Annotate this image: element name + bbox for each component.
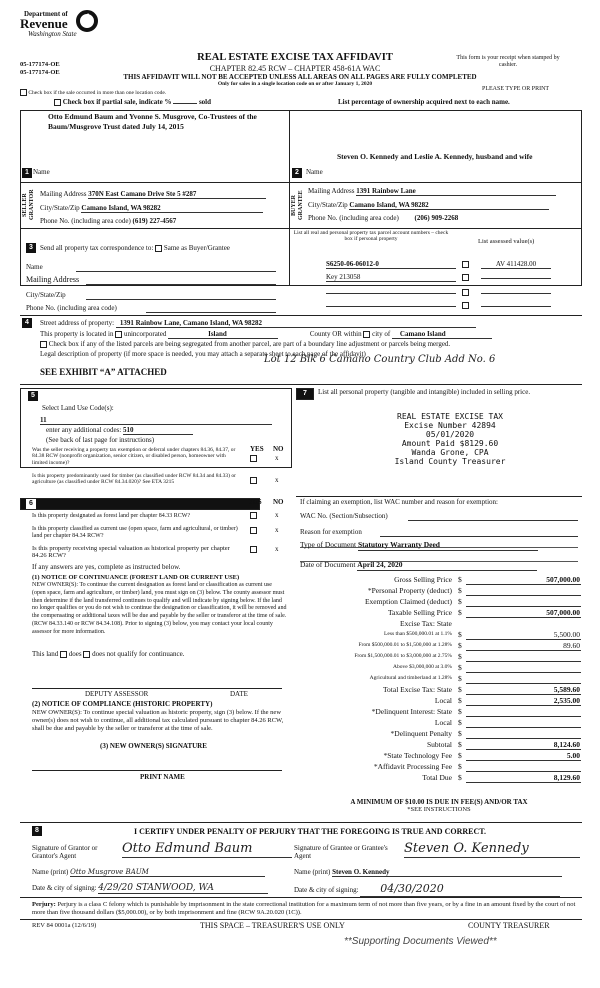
- section-4-badge: 4: [22, 318, 32, 328]
- section-5-badge: 5: [28, 391, 38, 401]
- assessor-date-label: DATE: [230, 690, 248, 698]
- grantee-sig-label: Signature of Grantee or Grantee's Agent: [294, 844, 388, 861]
- perjury-note: Perjury: Perjury is a class C felony which is punishable by imprisonment in the state correctional institution for a maximum term of not more than five years, or by a fine in an amount fixed by the court of not more than five thousand dollars ($5,000.00), or by both imprisonment and fine (RCW 9A.20.020 (1C)).: [32, 901, 576, 916]
- grantee-print-name: Steven O. Kennedy: [332, 868, 562, 877]
- agency-line3: Washington State: [28, 30, 77, 39]
- form-id-2: 05-177174-OE: [20, 69, 60, 76]
- total-excise-local: 2,535.00: [553, 696, 580, 705]
- grantor-print-row: Name (print) Otto Musgrove BAUM: [32, 868, 265, 877]
- parcel-row-2: [326, 273, 586, 282]
- buyer-city: Camano Island, WA 98282: [349, 201, 549, 210]
- multi-location-checkbox[interactable]: [20, 89, 27, 96]
- form-id-1: 05-177174-OE: [20, 61, 60, 68]
- grantor-print-name: Otto Musgrove BAUM: [70, 868, 265, 877]
- doc-date-row: Date of Document April 24, 2020: [300, 561, 537, 571]
- dor-swoosh-icon: [76, 10, 98, 32]
- section-6-badge: 6: [26, 499, 36, 509]
- seller-mailing: 370N East Camano Drive Ste 5 #287: [88, 190, 266, 199]
- s5-q2: Is this property predominantly used for timber (as classified under RCW 84.34 and 84.33) or agriculture (as classified under RCW 84.34.020)? See ETA 3215: [32, 473, 236, 486]
- supporting-docs: **Supporting Documents Viewed**: [344, 936, 497, 947]
- doc-date: April 24, 2020: [357, 561, 537, 571]
- treasurer-stamp: [350, 412, 550, 466]
- agency-line2: Revenue: [20, 16, 68, 32]
- seller-phone: (619) 227-4567: [132, 217, 177, 225]
- parcel-2: Key 213058: [326, 273, 456, 282]
- buyer-name: Steven O. Kennedy and Leslie A. Kennedy, husband and wife: [337, 152, 533, 161]
- segregated-row: Check box if any of the listed parcels are being segregated from another parcel, are part of a boundary line adjustment or parcels being merged.: [40, 340, 580, 348]
- legal-label: Legal description of property (if more space is needed, you may attach a separate sheet to each page of the affidavit): [40, 350, 366, 358]
- stamp-line2: Excise Number 42894: [404, 421, 496, 430]
- grantee-signature: Steven O. Kennedy: [404, 842, 580, 858]
- receipt-note: This form is your receipt when stamped by cashier.: [456, 55, 560, 68]
- located-row: This property is located in unincorporated Island County OR within city of Camano Island: [40, 330, 580, 339]
- check-multi-row: Check box if the sale occurred in more than one location code.: [20, 89, 166, 96]
- doc-type-row: Type of Document Statutory Warranty Deed: [300, 541, 538, 551]
- does-checkbox[interactable]: [60, 651, 67, 658]
- s6-q3-yes-checkbox[interactable]: [250, 546, 257, 553]
- assessed-1: AV 411428.00: [481, 260, 551, 269]
- grantor-sig-label: Signature of Grantor or Grantor's Agent: [32, 844, 98, 861]
- city-name: Camano Island: [392, 330, 492, 339]
- agency-line1: Department of: [24, 10, 68, 18]
- buyer-city-row: City/State/Zip Camano Island, WA 98282: [308, 201, 578, 210]
- s3-name-row: Name: [26, 263, 286, 271]
- gross-selling-price: 507,000.00: [546, 575, 580, 584]
- grantor-date-row: Date & city of signing: 4/29/20 STANWOOD, WA: [32, 883, 268, 894]
- wac-row: WAC No. (Section/Subsection): [300, 512, 580, 520]
- grantee-date-city: 04/30/2020: [360, 883, 560, 897]
- s6-no-header: NO: [273, 498, 284, 506]
- section-3-badge: 3: [26, 243, 36, 253]
- personal-prop-checkbox-4[interactable]: [462, 302, 469, 309]
- tech-fee: 5.00: [566, 751, 580, 760]
- seller-city: Camano Island, WA 98282: [81, 204, 263, 213]
- land-use-code: 11: [40, 416, 272, 425]
- notice1-title: (1) NOTICE OF CONTINUANCE (FOREST LAND OR CURRENT USE): [32, 574, 240, 581]
- notice1-text: NEW OWNER(S): To continue the current designation as forest land or classification as current use (open space, farm and agriculture, or timber) land, you must sign on (3) below. The county assessor must then determine if the land transferred continues to qualify and will indicate by signing below. If the land no longer qualifies or you do not wish to continue the designation or classification, it will be removed and the compensating or additional taxes will be due and payable by the seller or transferor at the time of sale. (RCW 84.33.140 or RCW 84.34.108). Prior to signing (3) below, you may contact your local county assessor for more information.: [32, 582, 287, 635]
- s6-yes-header: YES: [248, 498, 262, 506]
- seller-mailing-row: Mailing Address 370N East Camano Drive Ste 5 #287: [40, 190, 285, 199]
- grantor-signature: Otto Edmund Baum: [122, 842, 292, 858]
- seller-phone-row: Phone No. (including area code) (619) 227-4567: [40, 217, 177, 225]
- s5-q2-no-mark: x: [275, 476, 279, 484]
- s6-q1-no-mark: x: [275, 511, 279, 519]
- parcel-header: List all real and personal property tax parcel account numbers – check box if personal property: [293, 230, 449, 243]
- additional-codes-row: enter any additional codes: 510: [46, 426, 193, 435]
- parcel-row-4: [326, 299, 586, 309]
- form-chapter: CHAPTER 82.45 RCW – CHAPTER 458-61A WAC: [209, 64, 381, 73]
- grantee-date-row: Date & city of signing: 04/30/2020: [294, 883, 560, 897]
- affidavit-page: Department of Revenue Washington State 05-177174-OE 05-177174-OE REAL ESTATE EXCISE TAX AFFIDAVIT CHAPTER 82.45 RCW – CHAPTER 458-61A WAC This form is your receipt when stamped by cashier. THIS AFFIDAVIT WILL NOT BE ACCEPTED UNLESS ALL AREAS ON ALL PAGES ARE FULLY COMPLETED Only for sales in a single location code on or after January 1, 2020 PLEASE TYPE OR PRINT Check box if the sale occurred in more than one location code. Check box if partial sale, indicate % sold List percentage of ownership acquired next to each name. Otto Edmund Baum and Yvonne S. Musgrove, Co-Trustees of the Baum/Musgrove Trust dated July 14, 2015 Name 1 SELLER GRANTOR Mailing Address 370N East Camano Drive Ste 5 #287 City/State/Zip Camano Island, WA 98282 Phone No. (including area code) (619) 227-4567 Steven O. Kennedy and Leslie A. Kennedy, husband and wife Name 2 BUYER GRANTEE Mailing Address 1391 Rainbow Lane City/State/Zip Camano Island, WA 98282 Phone No. (including area code) (206) 909-2268 3 Send all property tax correspondence to: Same as Buyer/Grantee Name Mailing Address City/State/Zip Phone No. (including area code) List all real and personal property tax parcel account numbers – check box if personal property List assessed value(s) S6250-06-06012-0 AV 411428.00 Key 213058 4 Street address of property: 1391 Rainbow Lane, Camano Island, WA 98282 This property is located in unincorporated Island County OR within city of Camano Island Check box if any of the listed parcels are being segregated from another parcel, are part of a boundary line adjustment or parcels being merged. Legal description of property (if more space is needed, you may attach a separate sheet to each page of the affidavit) SEE EXHIBIT “A” ATTACHED Lot 12 Blk 6 Camano Country Club Add No. 6 5 Select Land Use Code(s): 11 enter any additional codes: 510 (See back of last page for instructions) YES NO Was the seller receiving a property tax exemption or deferral under chapters 84.36, 84.37, or 84.38 RCW (nonprofit organization, senior citizen, or disabled person, homeowner with limited income)? x Is this property predominantly used for timber (as classified under RCW 84.34 and 84.33) or agriculture (as classified under RCW 84.34.020)? See ETA 3215 x 6 YES NO Is this property designated as forest land per chapter 84.33 RCW? x Is this property classified as current use (open space, farm and agricultural, or timber) land per chapter 84.34 RCW? x Is this property receiving special valuation as historical property per chapter 84.26 RCW? x If any answers are yes, complete as instructed below. (1) NOTICE OF CONTINUANCE (FOREST LAND OR CURRENT USE) NEW OWNER(S): To continue the current designation as forest land or classification as current use (open space, farm and agriculture, or timber) land, you must sign on (3) below. The county assessor must then determine if the land transferred continues to qualify and will indicate by signing below. If the land no longer qualifies or you do not wish to continue the designation or classification, it will be removed and the compensating or additional taxes will be due and payable by the seller or transferor at the time of sale. (RCW 84.33.140 or RCW 84.34.108). Prior to signing (3) below, you may contact your local county assessor for more information. This land does does not qualify for continuance. DEPUTY ASSESSOR DATE (2) NOTICE OF COMPLIANCE (HISTORIC PROPERTY) NEW OWNER(S): To continue special valuation as historic property, sign (3) below. If the new owner(s) does not wish to continue, all additional tax calculated pursuant to chapter 84.26 RCW, shall be due and payable by the seller or transferor at the time of sale. (3) NEW OWNER(S) SIGNATURE PRINT NAME 7 List all personal property (tangible and intangible) included in selling price. REAL ESTATE EXCISE TAX Excise Number 42894 05/01/2020 Amount Paid $8129.60 Wanda Grone, CPA Island County Treasurer If claiming an exemption, list WAC number and reason for exemption: WAC No. (Section/Subsection) Reason for exemption Type of Document Statutory Warranty Deed Date of Document April 24, 2020 Gross Selling Price $ 507,000.00 *Personal Property (deduct) $ Exemption Claimed (deduct) $ Taxable Selling Price $ 507,000.00 Excise Tax: State Less than $500,000.01 at 1.1% $ 5,500.00 From $500,000.01 to $1,500,000 at 1.28% $ 89.60 From $1,500,000.01 to $3,000,000 at 2.75% $ Above $3,000,000 at 3.0% $ Agricultural and timberland at 1.28% $ Total Excise Tax: State $ 5,589.60 Local $ 2,535.00 *Delinquent Interest: State $ Local $ *Delinquent Penalty $ Subtotal $ 8,124.60 *State Technology Fee $ 5.00 *Affidavit Processing Fee $ Total Due $ 8,129.60 A MINIMUM OF $10.00 IS DUE IN FEE(S) AND/OR TAX *SEE INSTRUCTIONS 8 I CERTIFY UNDER PENALTY OF PERJURY THAT THE FOREGOING IS TRUE AND CORRECT. Signature of Grantor or Grantor's Agent Otto Edmund Baum Signature of Grantee or Grantee's Agent Steven O. Kennedy Name (print) Otto Musgrove BAUM Name (print) Steven O. Kennedy Date & city of signing: 4/29/20 STANWOOD, WA Date & city of signing: 04/30/2020 Perjury: Perjury is a class C felony which is punishable by imprisonment in the state correctional institution for a maximum term of not more than five years, or by a fine in an amount fixed by the court of not more than five thousand dollars ($5,000.00), or by both imprisonment and fine (RCW 9A.20.020 (1C)). REV 84 0001a (12/6/19) THIS SPACE – TREASURER'S USE ONLY COUNTY TREASURER **Supporting Documents Viewed**: [0, 0, 600, 988]
- subtotal: 8,124.60: [553, 740, 580, 749]
- same-as-buyer-checkbox[interactable]: [155, 245, 162, 252]
- land-use-label: Select Land Use Code(s):: [42, 404, 114, 412]
- deputy-assessor-label: DEPUTY ASSESSOR: [85, 690, 149, 698]
- see-instructions: *SEE INSTRUCTIONS: [407, 806, 471, 813]
- notice2-title: (2) NOTICE OF COMPLIANCE (HISTORIC PROPERTY): [32, 700, 213, 708]
- s5-q1: Was the seller receiving a property tax exemption or deferral under chapters 84.36, 84.37, or 84.38 RCW (nonprofit organization, senior citizen, or disabled person, homeowner with limited income)?: [32, 447, 236, 466]
- section-7-badge: 7: [300, 389, 310, 399]
- s6-q2: Is this property classified as current use (open space, farm and agricultural, or timber) land per chapter 84.34 RCW?: [32, 526, 238, 539]
- seller-city-row: City/State/Zip Camano Island, WA 98282: [40, 204, 285, 213]
- warning-line: THIS AFFIDAVIT WILL NOT BE ACCEPTED UNLESS ALL AREAS ON ALL PAGES ARE FULLY COMPLETED: [123, 73, 477, 81]
- street-address: 1391 Rainbow Lane, Camano Island, WA 98282: [116, 319, 476, 328]
- stamp-line4: Amount Paid $8129.60: [401, 439, 499, 448]
- minimum-due: A MINIMUM OF $10.00 IS DUE IN FEE(S) AND/OR TAX: [350, 798, 528, 806]
- county-name: Island: [168, 330, 278, 339]
- city-of-checkbox[interactable]: [363, 331, 370, 338]
- s3-mailing-row: Mailing Address: [26, 275, 286, 284]
- s6-any-yes: If any answers are yes, complete as instructed below.: [32, 563, 181, 571]
- dor-logo: [20, 10, 100, 54]
- taxable-selling-price: 507,000.00: [546, 608, 580, 617]
- s6-q3-no-mark: x: [275, 545, 279, 553]
- stamp-line1: REAL ESTATE EXCISE TAX: [397, 412, 503, 421]
- see-back: (See back of last page for instructions): [46, 436, 155, 444]
- buyer-phone: (206) 909-2268: [414, 214, 459, 222]
- treasurer-only: THIS SPACE – TREASURER'S USE ONLY: [200, 921, 345, 930]
- section-1-badge: 1: [22, 168, 32, 178]
- section-8-badge: 8: [32, 826, 42, 836]
- doc-type: Statutory Warranty Deed: [358, 541, 538, 551]
- stamp-line6: Island County Treasurer: [394, 457, 506, 466]
- personal-prop-checkbox-1[interactable]: [462, 261, 469, 268]
- reason-row: Reason for exemption: [300, 528, 580, 536]
- s5-q2-yes-checkbox[interactable]: [250, 477, 257, 484]
- s5-no-header: NO: [273, 445, 284, 453]
- total-excise-state: 5,589.60: [553, 685, 580, 694]
- print-name-label: PRINT NAME: [140, 773, 185, 781]
- send-correspondence-row: Send all property tax correspondence to: Same as Buyer/Grantee: [40, 244, 230, 252]
- personal-prop-checkbox-3[interactable]: [462, 289, 469, 296]
- s6-q2-yes-checkbox[interactable]: [250, 527, 257, 534]
- seller-side-label: SELLER GRANTOR: [22, 189, 35, 221]
- only-sales-line: Only for sales in a single location code on or after January 1, 2020: [217, 81, 373, 87]
- seller-name-label: Name: [33, 168, 50, 176]
- does-not-checkbox[interactable]: [83, 651, 90, 658]
- stamp-line5: Wanda Grone, CPA: [411, 448, 489, 457]
- s5-yes-header: YES: [250, 445, 264, 453]
- buyer-side-label: BUYER GRANTEE: [291, 190, 304, 220]
- stamp-line3: 05/01/2020: [425, 430, 475, 439]
- buyer-mailing: 1391 Rainbow Lane: [356, 187, 556, 196]
- section-6-header-box: [20, 498, 260, 510]
- total-due: 8,129.60: [553, 773, 580, 782]
- s3-city-row: City/State/Zip: [26, 291, 286, 299]
- seller-name: Otto Edmund Baum and Yvonne S. Musgrove, Co-Trustees of the Baum/Musgrove Trust dated July 14, 2015: [48, 112, 257, 131]
- section-2-badge: 2: [292, 168, 302, 178]
- legal-handwritten: Lot 12 Blk 6 Camano Country Club Add No. 6: [264, 354, 496, 365]
- parcel-row-3: [326, 286, 586, 296]
- s5-q1-yes-checkbox[interactable]: [250, 455, 257, 462]
- county-treasurer: COUNTY TREASURER: [468, 921, 550, 930]
- personal-property-label: List all personal property (tangible and intangible) included in selling price.: [318, 388, 531, 396]
- buyer-phone-row: Phone No. (including area code) (206) 909-2268: [308, 214, 459, 222]
- new-owner-sig-label: (3) NEW OWNER(S) SIGNATURE: [100, 742, 207, 750]
- additional-codes: 510: [123, 426, 193, 435]
- s5-q1-no-mark: x: [275, 454, 279, 462]
- personal-prop-checkbox-2[interactable]: [462, 274, 469, 281]
- segregated-checkbox[interactable]: [40, 341, 47, 348]
- parcel-1: S6250-06-06012-0: [326, 260, 456, 269]
- s6-q3: Is this property receiving special valuation as historical property per chapter 84.26 RCW?: [32, 545, 230, 560]
- buyer-name-label: Name: [306, 168, 323, 176]
- s6-q1-yes-checkbox[interactable]: [250, 512, 257, 519]
- unincorporated-checkbox[interactable]: [115, 331, 122, 338]
- s6-q1: Is this property designated as forest land per chapter 84.33 RCW?: [32, 513, 191, 519]
- s6-q2-no-mark: x: [275, 526, 279, 534]
- notice2-text: NEW OWNER(S): To continue special valuation as historic property, sign (3) below. If the new owner(s) does not wish to continue, all additional tax calculated pursuant to chapter 84.26 RCW, shall be due and payable by the seller or transferor at the time of sale.: [32, 709, 284, 732]
- certify-line: I CERTIFY UNDER PENALTY OF PERJURY THAT THE FOREGOING IS TRUE AND CORRECT.: [133, 827, 486, 836]
- grantor-date-city: 4/29/20 STANWOOD, WA: [98, 883, 268, 894]
- exemption-label: If claiming an exemption, list WAC number and reason for exemption:: [300, 498, 498, 506]
- partial-sale-checkbox[interactable]: [54, 99, 61, 106]
- this-land-row: This land does does not qualify for continuance.: [32, 650, 185, 658]
- ownership-note: List percentage of ownership acquired next to each name.: [338, 98, 510, 106]
- street-row: Street address of property: 1391 Rainbow Lane, Camano Island, WA 98282: [40, 319, 580, 328]
- type-print: PLEASE TYPE OR PRINT: [482, 86, 550, 92]
- grantee-print-row: Name (print) Steven O. Kennedy: [294, 868, 562, 877]
- check-partial-row: Check box if partial sale, indicate % sold: [54, 98, 211, 106]
- parcel-row-1: [326, 260, 586, 269]
- form-title: REAL ESTATE EXCISE TAX AFFIDAVIT: [197, 52, 393, 63]
- exhibit-note: SEE EXHIBIT “A” ATTACHED: [40, 367, 167, 377]
- rev-number: REV 84 0001a (12/6/19): [32, 922, 97, 929]
- s3-phone-row: Phone No. (including area code): [26, 304, 286, 312]
- assessed-header: List assessed value(s): [478, 238, 535, 245]
- buyer-mailing-row: Mailing Address 1391 Rainbow Lane: [308, 187, 578, 196]
